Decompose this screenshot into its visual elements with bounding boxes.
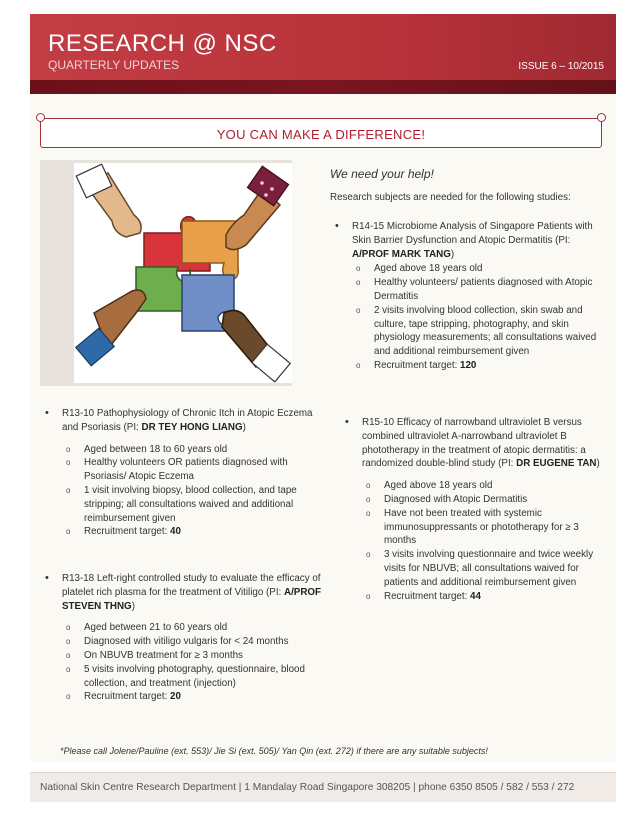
- study-title: • R14-15 Microbiome Analysis of Singapore Patients with Skin Barrier Dysfunction and Atopic Dermatitis (PI: A/PROF MARK TANG) o Aged above 18 years old o Healthy volunteers/ patients diagnosed with Atopic Dermatitis o 2 visits involving blood collection, skin swab and culture, tape stripping, photography, and skin physiology measurements; all consultations waived and additional reimbursement given o Recruitment target: 120: [330, 220, 602, 373]
- principal-investigator: A/PROF MARK TANG: [352, 248, 451, 260]
- recruitment-target: o Recruitment target: 40: [62, 525, 320, 539]
- newsletter-header: [30, 14, 616, 80]
- criteria-item: o Diagnosed with Atopic Dermatitis: [362, 493, 602, 507]
- puzzle-hands-illustration: [74, 163, 292, 383]
- study-title: • R13-10 Pathophysiology of Chronic Itch in Atopic Eczema and Psoriasis (PI: DR TEY HONG LIANG) o Aged between 18 to 60 years old o Healthy volunteers OR patients diagnosed with Psoriasis/ Atopic Eczema o 1 visit involving biopsy, blood collection, and tape stripping; all consultations waived and additional reimbursement given o Recruitment target: 40: [40, 407, 320, 539]
- criteria-item: o On NBUVB treatment for ≥ 3 months: [62, 649, 330, 663]
- call-to-action-heading: We need your help!: [330, 167, 434, 181]
- criteria-item: o 2 visits involving blood collection, skin swab and culture, tape stripping, photography, and skin physiology measurements; all consultations waived and additional reimbursement given: [352, 304, 602, 359]
- recruitment-target: o Recruitment target: 44: [362, 590, 602, 604]
- criteria-item: o Aged between 21 to 60 years old: [62, 621, 330, 635]
- study-r1310: [40, 407, 320, 539]
- intro-text: Research subjects are needed for the following studies:: [330, 192, 571, 203]
- page-footer: [30, 772, 616, 802]
- recruitment-target: o Recruitment target: 20: [62, 690, 330, 704]
- footer-address: National Skin Centre Research Department | 1 Mandalay Road Singapore 308205 | phone 6350 8505 / 582 / 553 / 272: [40, 782, 575, 793]
- study-title: • R13-18 Left-right controlled study to evaluate the efficacy of platelet rich plasma for the treatment of Vitiligo (PI: A/PROF STEVEN THNG) o Aged between 21 to 60 years old o Diagnosed with vitiligo vulgaris for < 24 months o On NBUVB treatment for ≥ 3 months o 5 visits involving photography, questionnaire, blood collection, and treatment (injection) o Recruitment target: 20: [40, 572, 330, 704]
- study-r1415: [330, 220, 602, 373]
- newsletter-subtitle: QUARTERLY UPDATES: [48, 58, 180, 72]
- criteria-item: o 3 visits involving questionnaire and twice weekly visits for NBUVB; all consultations waived for patients and additional reimbursement given: [362, 548, 602, 589]
- header-divider-bar: [30, 80, 616, 94]
- issue-label: ISSUE 6 – 10/2015: [518, 61, 604, 72]
- headline-banner: [40, 118, 602, 148]
- criteria-item: o 5 visits involving photography, questionnaire, blood collection, and treatment (injection): [62, 663, 330, 691]
- criteria-item: o Have not been treated with systemic immunosuppressants or phototherapy for ≥ 3 months: [362, 507, 602, 548]
- headline-text: YOU CAN MAKE A DIFFERENCE!: [216, 127, 426, 142]
- principal-investigator: DR EUGENE TAN: [516, 458, 597, 470]
- criteria-item: o Healthy volunteers OR patients diagnosed with Psoriasis/ Atopic Eczema: [62, 456, 320, 484]
- criteria-item: o 1 visit involving biopsy, blood collection, and tape stripping; all consultations waived and additional reimbursement given: [62, 484, 320, 525]
- criteria-item: o Healthy volunteers/ patients diagnosed with Atopic Dermatitis: [352, 276, 602, 304]
- contact-footnote: *Please call Jolene/Pauline (ext. 553)/ Jie Si (ext. 505)/ Yan Qin (ext. 272) if there are any suitable subjects!: [60, 746, 488, 756]
- criteria-item: o Aged between 18 to 60 years old: [62, 443, 320, 457]
- study-r1318: [40, 572, 330, 704]
- principal-investigator: A/PROF STEVEN THNG: [62, 586, 322, 612]
- criteria-item: o Aged above 18 years old: [362, 479, 602, 493]
- principal-investigator: DR TEY HONG LIANG: [141, 421, 243, 433]
- criteria-item: o Diagnosed with vitiligo vulgaris for < 24 months: [62, 635, 330, 649]
- illustration-panel: [74, 163, 292, 383]
- study-r1510: [340, 416, 602, 603]
- newsletter-title: RESEARCH @ NSC: [48, 30, 277, 57]
- study-title: • R15-10 Efficacy of narrowband ultraviolet B versus combined ultraviolet A-narrowband ultraviolet B phototherapy in the treatment of atopic dermatitis: a randomized double-blind study (PI: DR EUGENE TAN) o Aged above 18 years old o Diagnosed with Atopic Dermatitis o Have not been treated with systemic immunosuppressants or phototherapy for ≥ 3 months o 3 visits involving questionnaire and twice weekly visits for NBUVB; all consultations waived for patients and additional reimbursement given o Recruitment target: 44: [340, 416, 602, 603]
- recruitment-target: o Recruitment target: 120: [352, 359, 602, 373]
- criteria-item: o Aged above 18 years old: [352, 262, 602, 276]
